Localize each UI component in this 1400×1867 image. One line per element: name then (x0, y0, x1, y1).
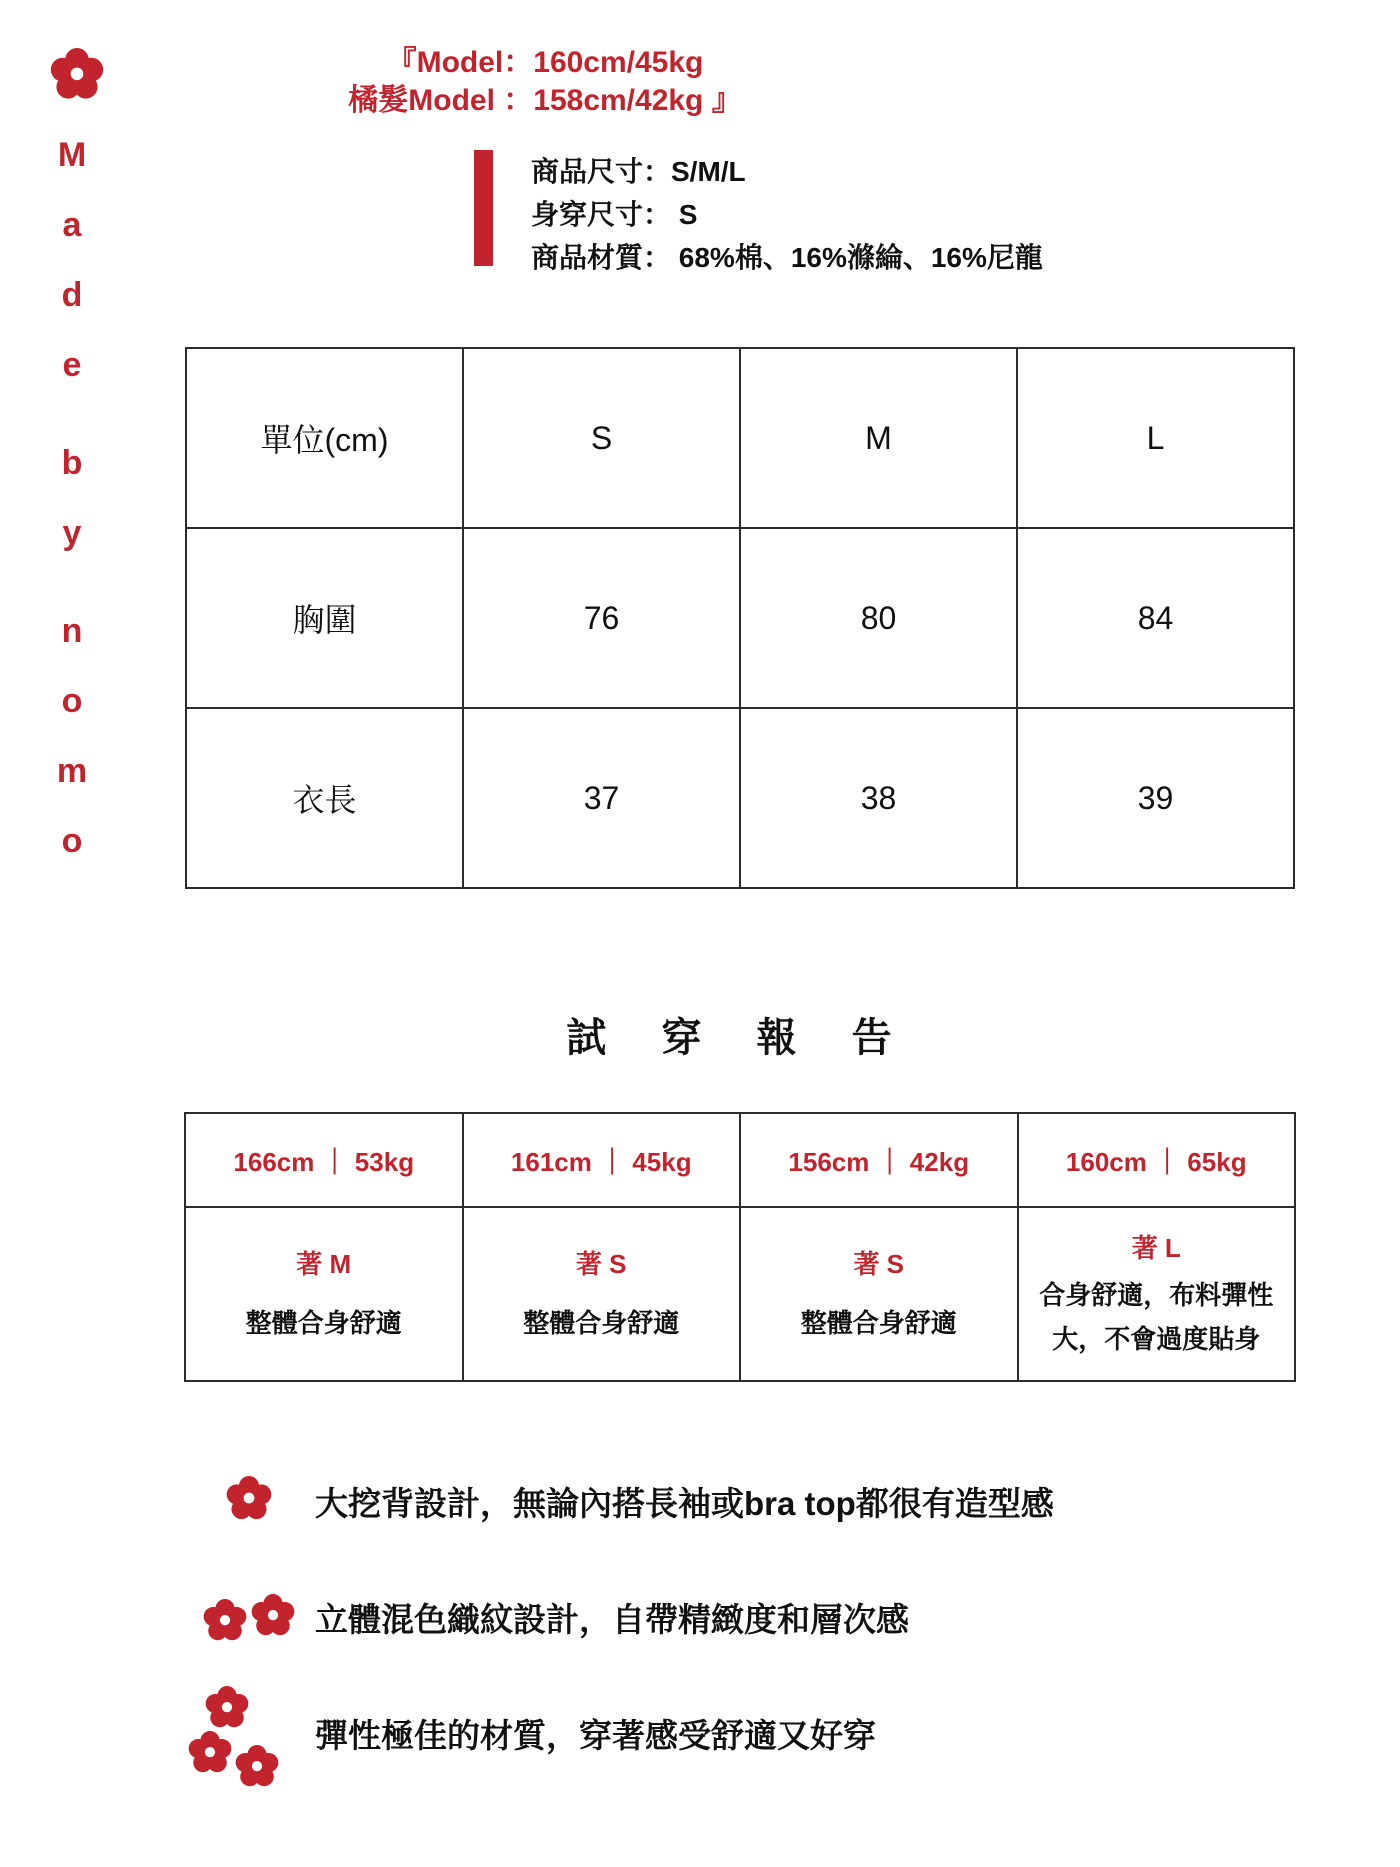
fit-table-header-row (185, 1113, 1295, 1207)
flower-icon (188, 1731, 232, 1775)
fit-comment-4: 合身舒適，布料彈性大，不會過度貼身 (1039, 1279, 1274, 1354)
size-col-header-m: M (740, 348, 1017, 528)
fit-table-body-row (185, 1207, 1295, 1381)
product-info (531, 150, 1171, 279)
size-table (185, 347, 1295, 889)
fit-stats-2: 161cm ｜ 45kg (510, 1146, 692, 1177)
chest-value-s: 76 (463, 528, 740, 708)
length-value-l: 39 (1017, 708, 1294, 888)
accent-bar (474, 150, 493, 266)
flower-icon (226, 1476, 272, 1522)
fit-stats-1: 166cm ｜ 53kg (233, 1146, 415, 1177)
size-col-header-s: S (463, 348, 740, 528)
chest-value-m: 80 (740, 528, 1017, 708)
wearing-size-line: 身穿尺寸： S (531, 199, 698, 230)
row-label-chest: 胸圍 (186, 528, 463, 708)
brand-vertical-text: M a d e b y n o m o (56, 136, 88, 860)
fit-size-2: 著 S (575, 1248, 627, 1279)
length-value-m: 38 (740, 708, 1017, 888)
chest-value-l: 84 (1017, 528, 1294, 708)
fit-comment-3: 整體合身舒適 (800, 1307, 957, 1338)
fit-stats-3: 156cm ｜ 42kg (788, 1146, 970, 1177)
fit-size-3: 著 S (853, 1248, 905, 1279)
flower-icon (50, 48, 104, 102)
fit-report-title: 試 穿 報 告 (566, 1016, 914, 1060)
size-col-header-l: L (1017, 348, 1294, 528)
fit-report-table (184, 1112, 1296, 1382)
size-col-header-unit: 單位(cm) (186, 348, 463, 528)
flower-icon (251, 1594, 295, 1638)
fit-comment-1: 整體合身舒適 (245, 1307, 402, 1338)
model-line-2: 橘髮Model ：158cm/42kg 』 (348, 84, 742, 117)
size-table-header-row (186, 348, 1294, 528)
product-size-line: 商品尺寸：S/M/L (531, 156, 746, 187)
feature-text-3: 彈性極佳的材質，穿著感受舒適又好穿 (315, 1717, 876, 1754)
model-line-1: 『Model：160cm/45kg (386, 46, 704, 79)
model-info (255, 44, 835, 120)
feature-text-2: 立體混色織紋設計，自帶精緻度和層次感 (315, 1601, 909, 1638)
length-value-s: 37 (463, 708, 740, 888)
fit-size-4: 著 L (1131, 1232, 1181, 1263)
fit-comment-2: 整體合身舒適 (523, 1307, 680, 1338)
size-table-row-chest (186, 528, 1294, 708)
feature-text-1: 大挖背設計，無論內搭長袖或bra top都很有造型感 (315, 1485, 1054, 1522)
row-label-length: 衣長 (186, 708, 463, 888)
fit-stats-4: 160cm ｜ 65kg (1065, 1146, 1247, 1177)
flower-icon (235, 1745, 279, 1789)
material-line: 商品材質： 68%棉、16%滌綸、16%尼龍 (531, 242, 1043, 273)
fit-size-1: 著 M (296, 1248, 352, 1279)
size-table-row-length (186, 708, 1294, 888)
flower-icon (203, 1599, 247, 1643)
flower-icon (205, 1686, 249, 1730)
